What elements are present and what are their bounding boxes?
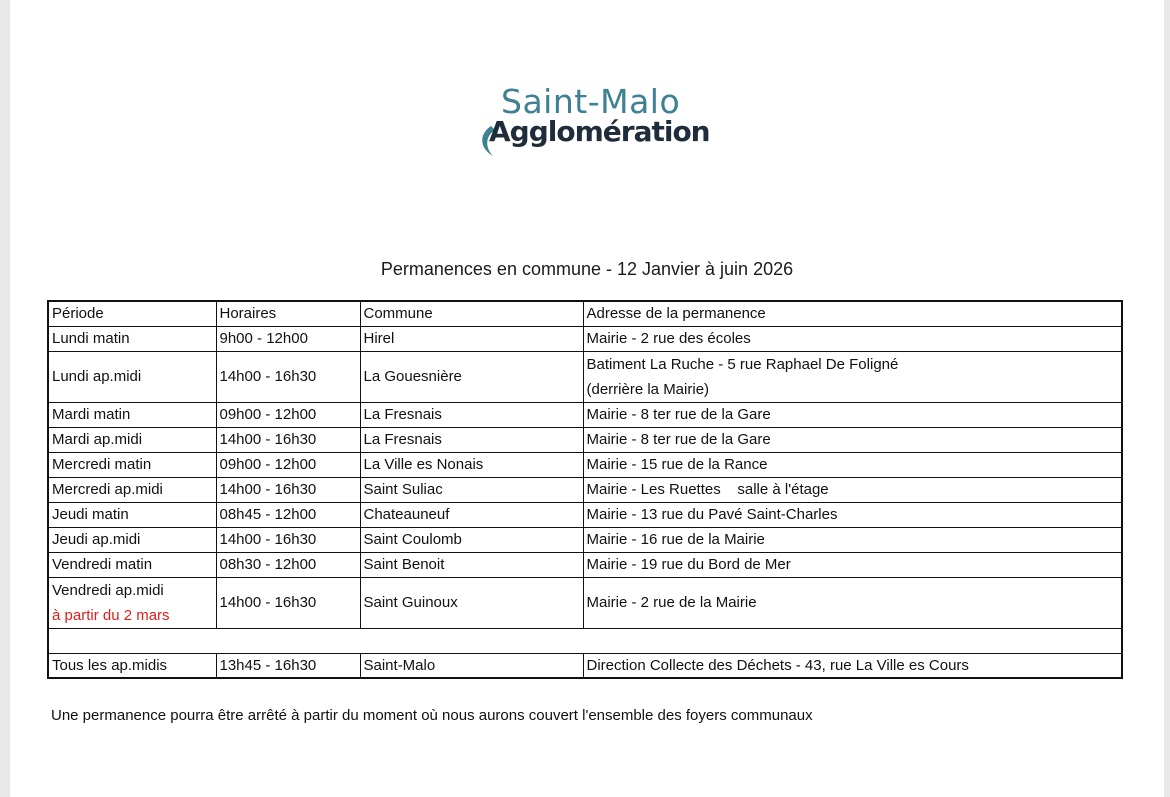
logo-line-2: Agglomération: [489, 115, 710, 148]
cell-commune: Saint-Malo: [360, 653, 583, 678]
table-header-row: [48, 301, 1122, 326]
cell-commune: La Ville es Nonais: [360, 452, 583, 477]
cell-horaires: 09h00 - 12h00: [216, 452, 360, 477]
permanences-table: [47, 300, 1123, 679]
cell-periode: Mardi matin: [48, 402, 216, 427]
periode-note: à partir du 2 mars: [52, 606, 170, 624]
cell-commune: Saint Guinoux: [360, 577, 583, 628]
cell-horaires: 9h00 - 12h00: [216, 326, 360, 351]
cell-horaires: 08h30 - 12h00: [216, 552, 360, 577]
cell-adresse: Mairie - 8 ter rue de la Gare: [583, 427, 1122, 452]
cell-periode: Mercredi ap.midi: [48, 477, 216, 502]
cell-commune: Chateauneuf: [360, 502, 583, 527]
cell-commune: Hirel: [360, 326, 583, 351]
table-row: [48, 502, 1122, 527]
adresse-line-1: Batiment La Ruche - 5 rue Raphael De Foligné: [586, 355, 899, 373]
cell-horaires: 14h00 - 16h30: [216, 477, 360, 502]
cell-horaires: 14h00 - 16h30: [216, 527, 360, 552]
cell-periode: Lundi ap.midi: [48, 351, 216, 402]
header-horaires: Horaires: [216, 301, 360, 326]
document-page: [10, 0, 1164, 797]
header-periode: Période: [48, 301, 216, 326]
table-row: [48, 527, 1122, 552]
header-adresse: Adresse de la permanence: [583, 301, 1122, 326]
cell-horaires: 14h00 - 16h30: [216, 577, 360, 628]
document-title: Permanences en commune - 12 Janvier à juin 2026: [380, 259, 794, 279]
cell-periode: Lundi matin: [48, 326, 216, 351]
cell-adresse: Mairie - 19 rue du Bord de Mer: [583, 552, 1122, 577]
footer-note: Une permanence pourra être arrêté à partir du moment où nous aurons couvert l'ensemble des foyers communaux: [51, 707, 813, 724]
saint-malo-agglomeration-logo: [477, 82, 710, 160]
table-row: [48, 477, 1122, 502]
cell-horaires: 13h45 - 16h30: [216, 653, 360, 678]
logo-line-1: Saint-Malo: [501, 82, 681, 121]
table-row: [48, 577, 1122, 628]
cell-adresse: Direction Collecte des Déchets - 43, rue La Ville es Cours: [583, 653, 1122, 678]
cell-adresse: Mairie - 13 rue du Pavé Saint-Charles: [583, 502, 1122, 527]
cell-commune: La Fresnais: [360, 427, 583, 452]
cell-periode: Jeudi matin: [48, 502, 216, 527]
table-row: [48, 452, 1122, 477]
cell-commune: La Gouesnière: [360, 351, 583, 402]
cell-periode: Mardi ap.midi: [48, 427, 216, 452]
cell-adresse: Mairie - 2 rue de la Mairie: [583, 577, 1122, 628]
cell-horaires: 14h00 - 16h30: [216, 351, 360, 402]
cell-adresse: Mairie - 16 rue de la Mairie: [583, 527, 1122, 552]
cell-adresse: Mairie - 8 ter rue de la Gare: [583, 402, 1122, 427]
cell-commune: La Fresnais: [360, 402, 583, 427]
table-row: [48, 653, 1122, 678]
cell-adresse: Mairie - 2 rue des écoles: [583, 326, 1122, 351]
periode-label: Vendredi ap.midi: [52, 581, 164, 599]
table-row: [48, 351, 1122, 402]
table-row: [48, 427, 1122, 452]
adresse-line-2: (derrière la Mairie): [586, 380, 710, 398]
table-row: [48, 552, 1122, 577]
cell-periode: Jeudi ap.midi: [48, 527, 216, 552]
cell-periode: Tous les ap.midis: [48, 653, 216, 678]
header-commune: Commune: [360, 301, 583, 326]
spacer-cell: [48, 628, 1122, 653]
cell-horaires: 14h00 - 16h30: [216, 427, 360, 452]
table-row: [48, 326, 1122, 351]
table-spacer-row: [48, 628, 1122, 653]
cell-commune: Saint Suliac: [360, 477, 583, 502]
cell-horaires: 08h45 - 12h00: [216, 502, 360, 527]
cell-adresse: Mairie - 15 rue de la Rance: [583, 452, 1122, 477]
cell-periode: Vendredi matin: [48, 552, 216, 577]
cell-commune: Saint Coulomb: [360, 527, 583, 552]
cell-adresse: [583, 351, 1122, 402]
cell-commune: Saint Benoit: [360, 552, 583, 577]
cell-periode: Mercredi matin: [48, 452, 216, 477]
cell-horaires: 09h00 - 12h00: [216, 402, 360, 427]
cell-adresse: Mairie - Les Ruettes salle à l'étage: [583, 477, 1122, 502]
cell-periode: [48, 577, 216, 628]
table-row: [48, 402, 1122, 427]
